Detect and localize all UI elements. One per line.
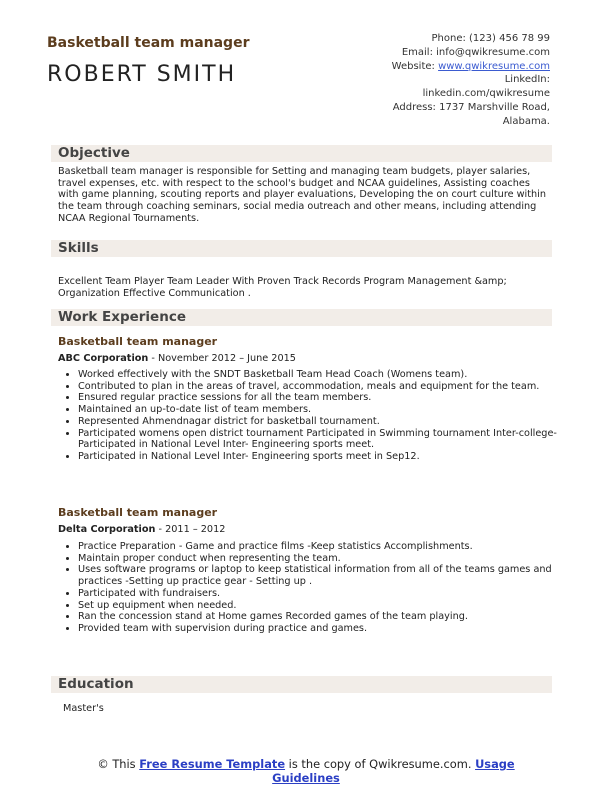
email: Email: info@qwikresume.com bbox=[401, 46, 550, 58]
contact-block bbox=[392, 32, 550, 129]
work-heading: Work Experience bbox=[58, 309, 186, 325]
footer-middle: is the copy of Qwikresume.com. bbox=[285, 757, 476, 771]
job-2-title: Basketball team manager bbox=[58, 506, 218, 519]
job-2-company-line bbox=[58, 524, 225, 535]
address-line-1: Address: 1737 Marshville Road, bbox=[392, 101, 550, 113]
website-label: Website: bbox=[391, 60, 439, 72]
skills-heading: Skills bbox=[58, 240, 99, 256]
list-item: • Represented Ahmendnagar district for basketball tournament. bbox=[78, 416, 562, 428]
job-2-company: Delta Corporation bbox=[58, 524, 156, 535]
work-heading-bar bbox=[51, 309, 552, 326]
list-item: • Worked effectively with the SNDT Basketball Team Head Coach (Womens team). bbox=[78, 369, 562, 381]
list-item: • Maintained an up-to-date list of team members. bbox=[78, 404, 562, 416]
free-resume-template-link[interactable]: Free Resume Template bbox=[139, 757, 286, 771]
list-item: • Participated in National Level Inter- Engineering sports meet in Sep12. bbox=[78, 451, 562, 463]
list-item: • Ensured regular practice sessions for all the team members. bbox=[78, 392, 562, 404]
job-2-bullets bbox=[64, 541, 562, 635]
list-item: • Maintain proper conduct when representing the team. bbox=[78, 553, 562, 565]
linkedin-label: LinkedIn: bbox=[504, 74, 550, 86]
address-line-2: Alabama. bbox=[502, 115, 550, 127]
job-1-bullets bbox=[64, 369, 562, 463]
candidate-name: ROBERT SMITH bbox=[47, 62, 237, 87]
list-item: • Participated with fundraisers. bbox=[78, 588, 562, 600]
job-1-company: ABC Corporation bbox=[58, 353, 149, 364]
guidelines-link[interactable]: Guidelines bbox=[272, 771, 340, 785]
education-text: Master's bbox=[63, 703, 104, 714]
job-title: Basketball team manager bbox=[47, 35, 250, 51]
job-1-company-line bbox=[58, 353, 296, 364]
list-item: • Set up equipment when needed. bbox=[78, 600, 562, 612]
skills-heading-bar bbox=[51, 240, 552, 257]
footer bbox=[0, 757, 612, 785]
objective-heading: Objective bbox=[58, 145, 130, 161]
list-item: • Contributed to plan in the areas of travel, accommodation, meals and equipment for the team. bbox=[78, 381, 562, 393]
education-heading: Education bbox=[58, 676, 134, 692]
education-heading-bar bbox=[51, 676, 552, 693]
job-1-title: Basketball team manager bbox=[58, 335, 218, 348]
usage-link[interactable]: Usage bbox=[475, 757, 515, 771]
website bbox=[392, 60, 550, 74]
list-item: • Uses software programs or laptop to keep statistical information from all of the teams games and practices -Setting up practice gear - Setting up . bbox=[78, 564, 562, 587]
list-item: • Practice Preparation - Game and practice films -Keep statistics Accomplishments. bbox=[78, 541, 562, 553]
linkedin-value: linkedin.com/qwikresume bbox=[422, 88, 550, 100]
phone: Phone: (123) 456 78 99 bbox=[431, 33, 550, 44]
list-item: • Provided team with supervision during practice and games. bbox=[78, 623, 562, 635]
list-item: • Participated womens open district tournament Participated in Swimming tournament Inter-college- Participated in National Level Inter- Engineering sports meet. bbox=[78, 428, 562, 451]
footer-prefix: © This bbox=[97, 757, 140, 771]
website-link[interactable]: www.qwikresume.com bbox=[438, 60, 550, 72]
skills-text: Excellent Team Player Team Leader With Proven Track Records Program Management &amp; Organization Effective Communication . bbox=[58, 276, 507, 299]
objective-text: Basketball team manager is responsible for Setting and managing team budgets, player salaries, travel expenses, etc. with respect to the school's budget and NCAA guidelines, Assisting coaches with game planning, scouting reports and player evaluations, Developing the on court culture within the team through coaching seminars, social media outreach and other means, including attending NCAA Regional Tournaments. bbox=[58, 166, 547, 224]
job-2-dates: - 2011 – 2012 bbox=[155, 524, 226, 535]
list-item: • Ran the concession stand at Home games Recorded games of the team playing. bbox=[78, 611, 562, 623]
job-1-dates: - November 2012 – June 2015 bbox=[148, 353, 296, 364]
objective-heading-bar bbox=[51, 145, 552, 162]
